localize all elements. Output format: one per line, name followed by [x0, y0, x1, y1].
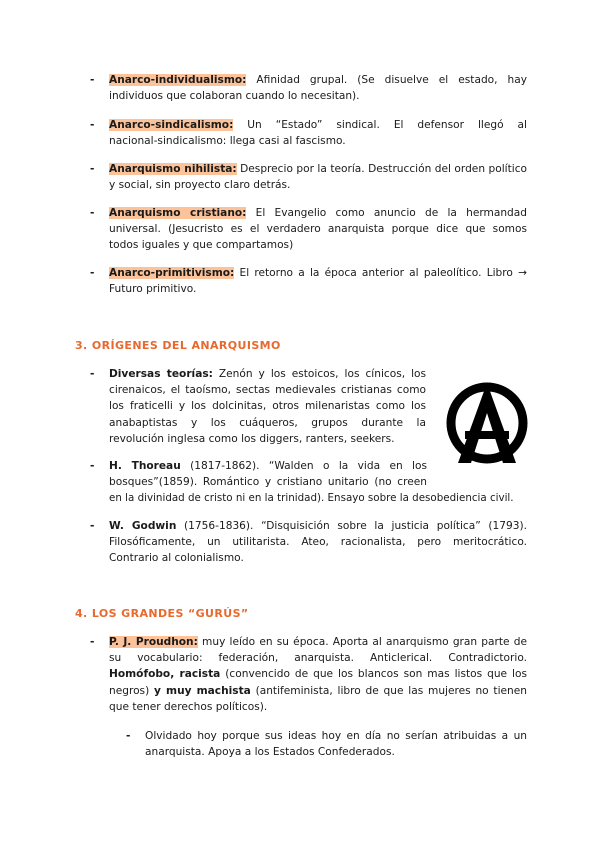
term-highlight: Anarquismo cristiano:: [109, 207, 247, 219]
list-item: [90, 458, 427, 490]
list-item-line: Anarquismo cristiano: El Evangelio como anuncio de la hermandad: [109, 207, 527, 219]
list-item-line: universal. (Jesucristo es el verdadero anarquista porque dice que somos: [109, 223, 527, 236]
list-item-continuation: en la divinidad de cristo ni en la trinidad). Ensayo sobre la desobediencia civil.: [109, 492, 514, 505]
list-item-line: los fraticelli y los dolcinitas, otros milenaristas como los: [109, 400, 426, 413]
list-item-line: Diversas teorías: Zenón y los estoicos, los cínicos, los: [109, 368, 427, 380]
bullet-dash: -: [90, 267, 95, 279]
list-item-line: Futuro primitivo.: [109, 283, 197, 296]
list-item-line: revolución inglesa como los diggers, ranters, seekers.: [109, 432, 395, 445]
list-item-line: su vocabulario: federación, anarquista. Anticlerical. Contradictorio.: [109, 652, 527, 665]
list-item-line: Filosóficamente, un utilitarista. Ateo, racionalista, pero meritocrático.: [109, 536, 527, 549]
bullet-dash: -: [90, 163, 95, 175]
term-highlight: Anarquismo nihilista:: [109, 163, 237, 175]
list-item-line: que tener derechos políticos).: [109, 700, 268, 713]
list-item: [90, 634, 527, 715]
term-highlight: P. J. Proudhon:: [109, 636, 198, 648]
section-heading: 3. ORÍGENES DEL ANARQUISMO: [75, 339, 281, 352]
term-highlight: Anarco-individualismo:: [109, 74, 247, 86]
list-item: [90, 265, 527, 297]
bullet-dash: -: [90, 74, 95, 86]
list-item: [90, 205, 527, 254]
list-item-line: anabaptistas y los cuáqueros, grupos durante la: [109, 416, 426, 429]
list-item-line: cirenaicos, el taoísmo, sectas medievales cristianas como: [109, 384, 426, 397]
list-item-line: Homófobo, racista (convencido de que los blancos son mas listos que los: [109, 668, 527, 681]
term-bold: H. Thoreau: [109, 460, 181, 472]
list-item-line: Olvidado hoy porque sus ideas hoy en día no serían atribuidas a un: [145, 730, 527, 742]
list-item-line: individuos que colaboran cuando lo necesitan).: [109, 90, 360, 103]
list-item-line: Contrario al colonialismo.: [109, 552, 244, 565]
list-item: [90, 366, 426, 447]
list-item-line: Anarco-sindicalismo: Un “Estado” sindical. El defensor llegó al: [109, 119, 527, 131]
list-item-line: todos iguales y que compartamos): [109, 239, 294, 252]
term-highlight: Anarco-sindicalismo:: [109, 119, 234, 131]
list-item: [90, 72, 527, 104]
bullet-dash: -: [90, 636, 95, 648]
bullet-dash: -: [90, 368, 95, 380]
list-item-line: H. Thoreau (1817-1862). “Walden o la vida en los: [109, 460, 428, 472]
list-item-line: nacional-sindicalismo: llega casi al fascismo.: [109, 135, 346, 148]
term-bold: W. Godwin: [109, 520, 177, 532]
list-item-line: Anarco-primitivismo: El retorno a la época anterior al paleolítico. Libro →: [109, 267, 527, 279]
list-item: [90, 117, 527, 149]
bullet-dash: -: [90, 207, 95, 219]
anarchy-symbol-icon: [445, 381, 529, 465]
bullet-dash: -: [126, 730, 131, 742]
list-item: [90, 161, 527, 193]
term-bold: Diversas teorías:: [109, 368, 213, 380]
list-item-line: anarquista. Apoya a los Estados Confederados.: [145, 746, 395, 759]
symbol-crossbar: [465, 431, 509, 439]
bullet-dash: -: [90, 460, 95, 472]
list-item-line: y social, sin proyecto claro detrás.: [109, 179, 291, 192]
bullet-dash: -: [90, 119, 95, 131]
term-highlight: Anarco-primitivismo:: [109, 267, 235, 279]
list-item: [90, 518, 527, 567]
section-heading: 4. LOS GRANDES “GURÚS”: [75, 607, 249, 620]
list-item-line: P. J. Proudhon: muy leído en su época. Aporta al anarquismo gran parte de: [109, 636, 527, 648]
list-item-line: bosques”(1859). Romántico y cristiano unitario (no creen: [109, 476, 427, 489]
list-item-line: Anarquismo nihilista: Desprecio por la teoría. Destrucción del orden político: [109, 163, 527, 175]
bullet-dash: -: [90, 520, 95, 532]
list-item-line: negros) y muy machista (antifeminista, libro de que las mujeres no tienen: [109, 684, 527, 697]
list-item-line: Anarco-individualismo: Afinidad grupal. (Se disuelve el estado, hay: [109, 74, 527, 86]
sub-list-item: [126, 728, 527, 760]
list-item-line: W. Godwin (1756-1836). “Disquisición sobre la justicia política” (1793).: [109, 520, 527, 532]
